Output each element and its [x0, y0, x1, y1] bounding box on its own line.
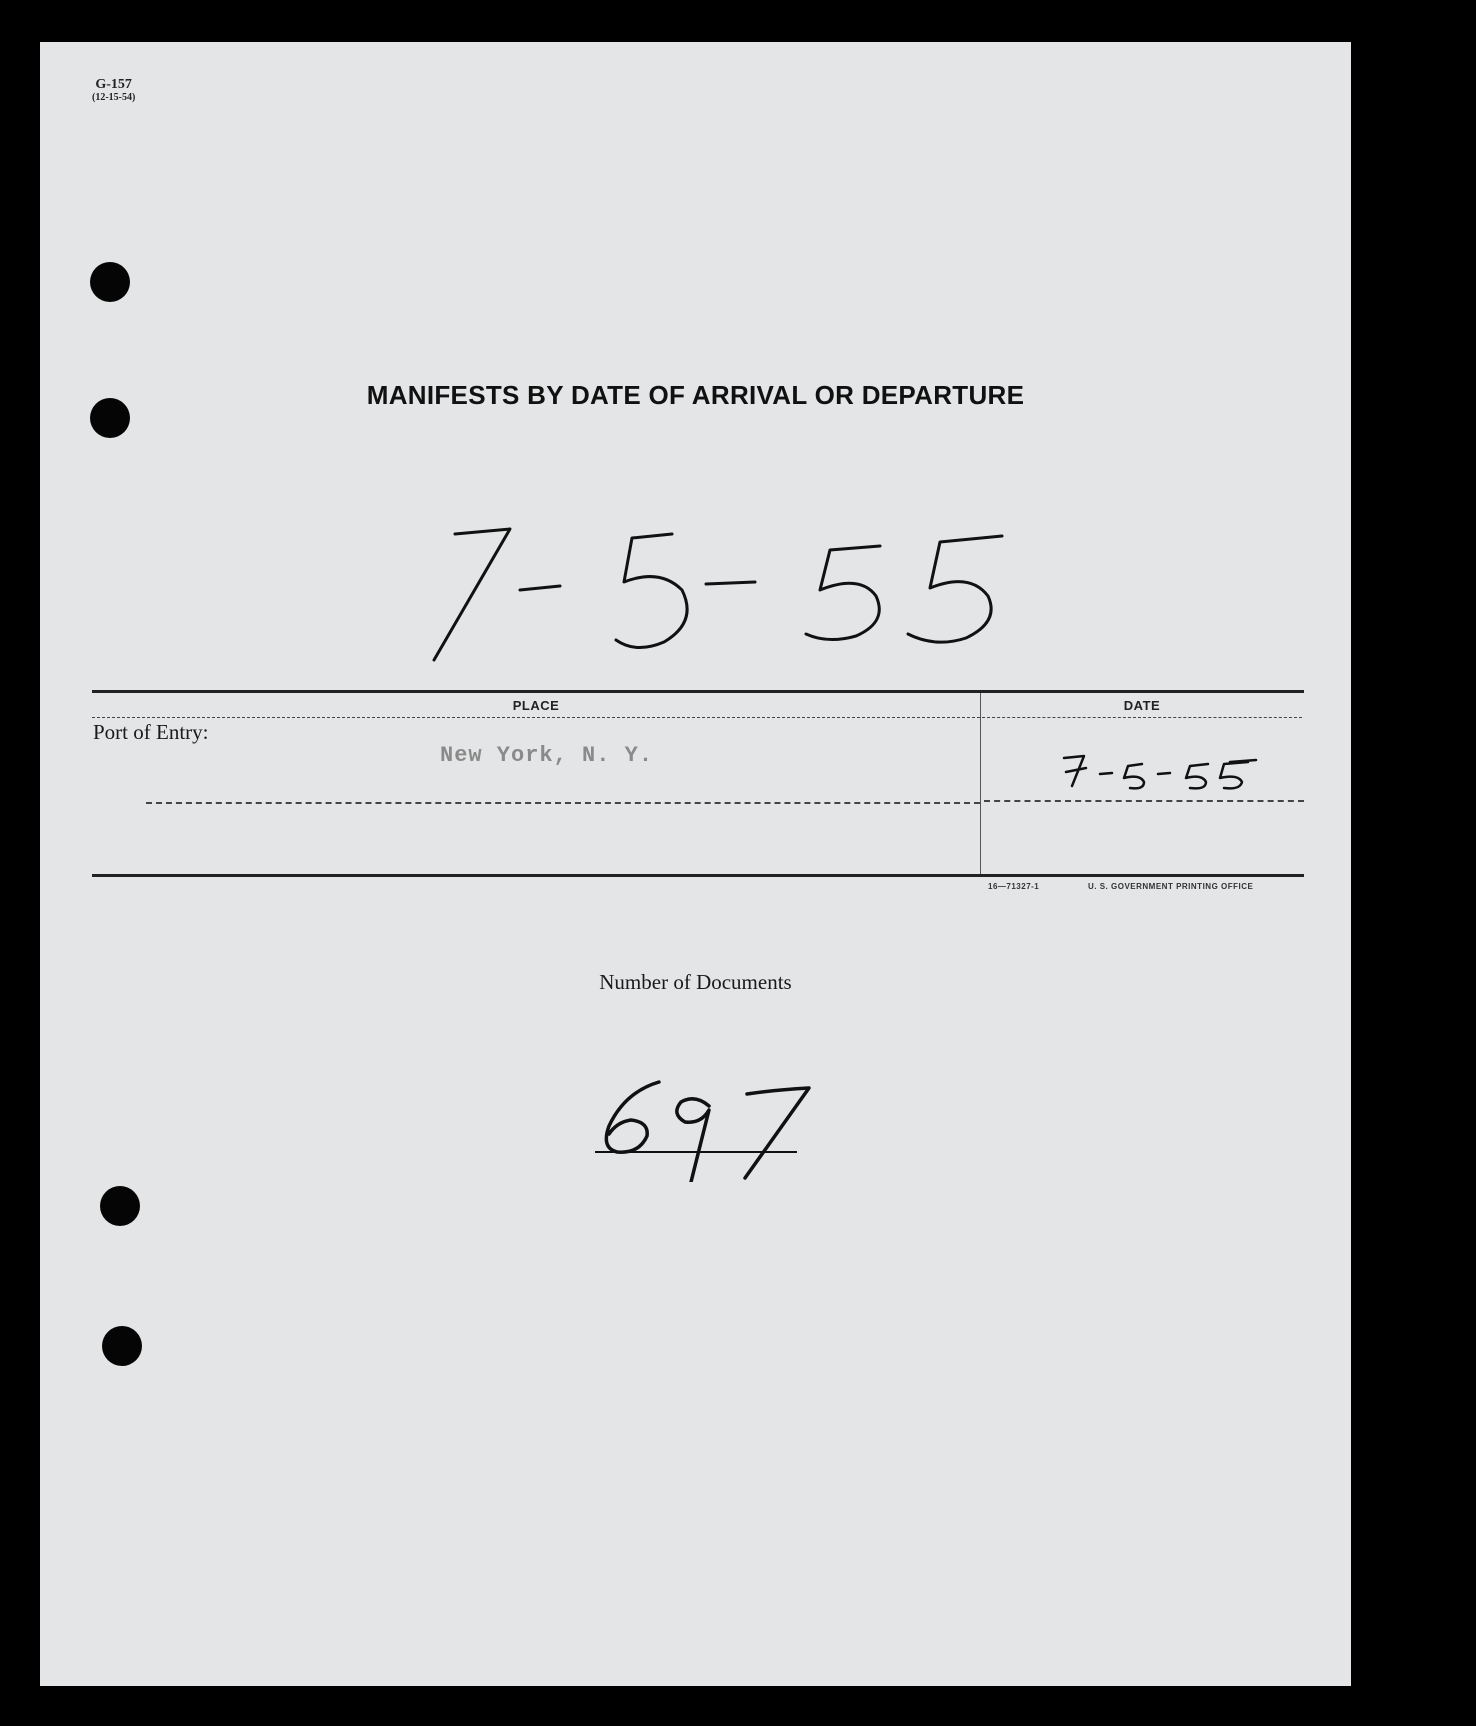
form-revision: (12-15-54): [92, 92, 136, 103]
place-header: PLACE: [512, 698, 560, 713]
date-line: [984, 800, 1304, 802]
date-header: DATE: [1123, 698, 1161, 713]
form-code-block: [92, 78, 135, 103]
port-of-entry-label: Port of Entry:: [93, 720, 209, 744]
punch-hole: [90, 262, 130, 302]
handwritten-date-large: [410, 472, 1070, 672]
header-underline: [92, 717, 980, 718]
page-title: MANIFESTS BY DATE OF ARRIVAL OR DEPARTURE: [366, 380, 1025, 410]
table-bottom-rule: [92, 874, 1304, 877]
punch-hole: [102, 1326, 142, 1366]
header-underline: [982, 717, 1302, 718]
document-count-handwritten: [595, 1072, 835, 1182]
handwritten-date-small: [1060, 742, 1280, 802]
number-of-documents-label: Number of Documents: [599, 970, 792, 994]
printer-code: 16—71327-1: [988, 882, 1040, 891]
table-top-rule: [92, 690, 1304, 693]
printer-name: U. S. GOVERNMENT PRINTING OFFICE: [1088, 882, 1254, 891]
document-sheet: [40, 42, 1351, 1686]
form-code: G-157: [95, 77, 132, 92]
column-divider: [980, 693, 981, 875]
port-of-entry-value: New York, N. Y.: [440, 743, 654, 768]
punch-hole: [100, 1186, 140, 1226]
place-line: [146, 802, 980, 804]
